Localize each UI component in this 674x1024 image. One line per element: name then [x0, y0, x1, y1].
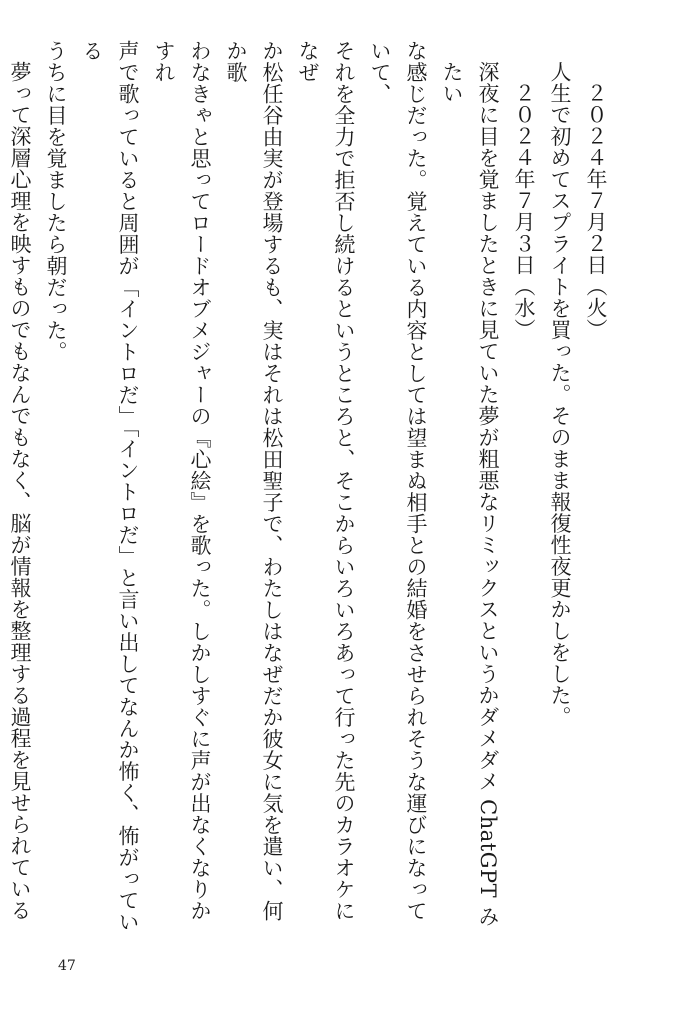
page-number: 47 [58, 958, 76, 974]
paragraph-line: か松任谷由実が登場するも、実はそれは松田聖子で、わたしはなぜだか彼女に気を遣い、何か歌 [224, 40, 284, 922]
paragraph-line: 深夜に目を覚ましたときに見ていた夢が粗悪なリミックスというかダメダメ ChatGPT みたい [440, 61, 500, 927]
paragraph-line: わなきゃと思ってロードオブメジャーの『心絵』を歌った。しかしすぐに声が出なくなりかすれ [152, 40, 212, 922]
vertical-text-body [0, 40, 614, 940]
paragraph-line: それを全力で拒否し続けるというところと、そこからいろいろあって行った先のカラオケになぜ [296, 40, 356, 922]
paragraph-line: な感じだった。覚えている内容としては望まぬ相手との結婚をさせられそうな運びになっていて、 [368, 40, 428, 922]
paragraph-line: 声で歌っていると周囲が「イントロだ」「イントロだ」と言い出してなんか怖く、怖がっている [80, 40, 140, 933]
paragraph-line: 夢って深層心理を映すものでもなんでもなく、脳が情報を整理する過程を見せられている [8, 61, 32, 921]
entry-date: ２０２４年７月３日（水） [512, 82, 536, 340]
entry-date: ２０２４年７月２日（火） [584, 82, 608, 340]
paragraph-line: うちに目を覚ましたら朝だった。 [44, 40, 68, 363]
entry-text: 人生で初めてスプライトを買った。そのまま報復性夜更かしをした。 [548, 61, 572, 728]
